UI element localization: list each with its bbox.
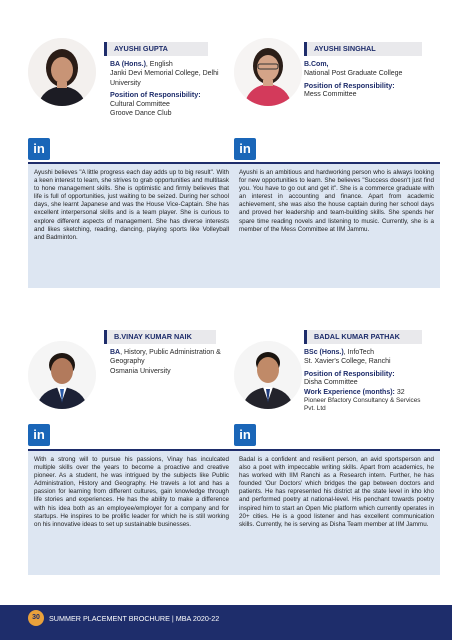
- photo-vinay-kumar-naik: [28, 341, 96, 409]
- name-vinay-kumar-naik: B.VINAY KUMAR NAIK: [104, 330, 216, 344]
- college: Janki Devi Memorial College, Delhi University: [110, 70, 219, 87]
- page-number: 30: [28, 610, 44, 626]
- details-vinay-kumar-naik: [110, 348, 222, 376]
- portrait-photo: [234, 341, 302, 409]
- degree: B.Com,: [304, 61, 329, 68]
- bio-vinay-kumar-naik: With a strong will to pursue his passions, Vinay has inculcated multiple skills over the years to become a proactive and creative pioneer. As a student, he was intrigued by the subjects like Public Administration, History and Geography. He travels a lot and has a passion for learning from different cultures, gain knowledge through life stories and experiences. He has the ability to make a difference with his idea both as an employee/employer for a company and for startups. He inspires to be prolific leader for which he is still working on his innovative ideas to set up sustainable businesses.: [28, 449, 235, 575]
- bio-ayushi-gupta: Ayushi believes "A little progress each day adds up to big result". With a keen interest to learn, she strives to grab opportunities and multitask to hone management skills. She is optimistic and firmly believes that life is full of opportunities, just waiting to be seized. During her school days, she learnt Japanese and was the House Vice-Captain. She has excellent interpersonal skills and is a team player. She is curious to explore different aspects of management. She has diverse interests and likes sketching, reading, dancing, playing sports like Volleyball and Badminton.: [28, 162, 235, 288]
- linkedin-icon[interactable]: in: [234, 424, 256, 446]
- degree: BA, History, Public Administration & Geography: [110, 349, 221, 366]
- details-ayushi-gupta: [110, 60, 220, 118]
- work-experience: Work Experience (months): 32: [304, 388, 405, 396]
- footer: [28, 609, 219, 627]
- degree: BSc (Hons.), InfoTech: [304, 349, 375, 356]
- responsibility-label: Position of Responsibility:: [304, 80, 395, 90]
- details-badal-kumar-pathak: [304, 348, 426, 413]
- bio-badal-kumar-pathak: Badal is a confident and resilient person, an avid sportsperson and also a poet with impeccable writing skills. Apart from academics, he has worked with IIM Ranchi as a Research intern. Further, he has founded 'Our Doctors' which bridges the gap between doctors and patients. He has represented his district at the state level in kho kho and performed poetry at national-level. His penchant towards poetry inspired him to start an Open Mic platform which currently operates in 20+ cities. He is a good listener and has excellent communication skills. Currently, he is serving as Disha Team member at IIM Jammu.: [233, 449, 440, 575]
- degree: BA (Hons.), English: [110, 61, 173, 68]
- linkedin-icon[interactable]: in: [28, 424, 50, 446]
- name-badal-kumar-pathak: BADAL KUMAR PATHAK: [304, 330, 422, 344]
- name-ayushi-singhal: AYUSHI SINGHAL: [304, 42, 422, 56]
- college: National Post Graduate College: [304, 70, 403, 78]
- linkedin-icon[interactable]: in: [234, 138, 256, 160]
- responsibility-item: Disha Committee: [304, 379, 358, 387]
- bio-ayushi-singhal: Ayushi is an ambitious and hardworking person who is always looking for new opportunities to learn. She believes "Success doesn't just find you. You have to go out and get it". She is a commerce graduate with an interest in accounting and finance. Apart from academic achievement, she was also the house captain during her school days and proved her leadership and team-building skills. She spends her spare time reading novels and listening to music. Currently, she is a member of the Mess Committee at IIM Jammu.: [233, 162, 440, 288]
- photo-ayushi-gupta: [28, 38, 96, 106]
- photo-badal-kumar-pathak: [234, 341, 302, 409]
- responsibility-label: Position of Responsibility:: [304, 368, 395, 378]
- details-ayushi-singhal: [304, 60, 424, 100]
- responsibility-item: Groove Dance Club: [110, 110, 172, 118]
- responsibility-item: Mess Committee: [304, 91, 357, 99]
- college: Osmania University: [110, 367, 171, 375]
- responsibility-item: Cultural Committee: [110, 100, 170, 108]
- responsibility-label: Position of Responsibility:: [110, 90, 201, 100]
- portrait-photo: [28, 38, 96, 106]
- footer-text: SUMMER PLACEMENT BROCHURE | MBA 2020-22: [49, 613, 220, 623]
- work-experience-company: Pioneer Bfactory Consultancy & Services Pvt. Ltd: [304, 397, 421, 413]
- college: St. Xavier's College, Ranchi: [304, 358, 391, 366]
- name-ayushi-gupta: AYUSHI GUPTA: [104, 42, 208, 56]
- portrait-photo: [234, 38, 302, 106]
- linkedin-icon[interactable]: in: [28, 138, 50, 160]
- portrait-photo: [28, 341, 96, 409]
- photo-ayushi-singhal: [234, 38, 302, 106]
